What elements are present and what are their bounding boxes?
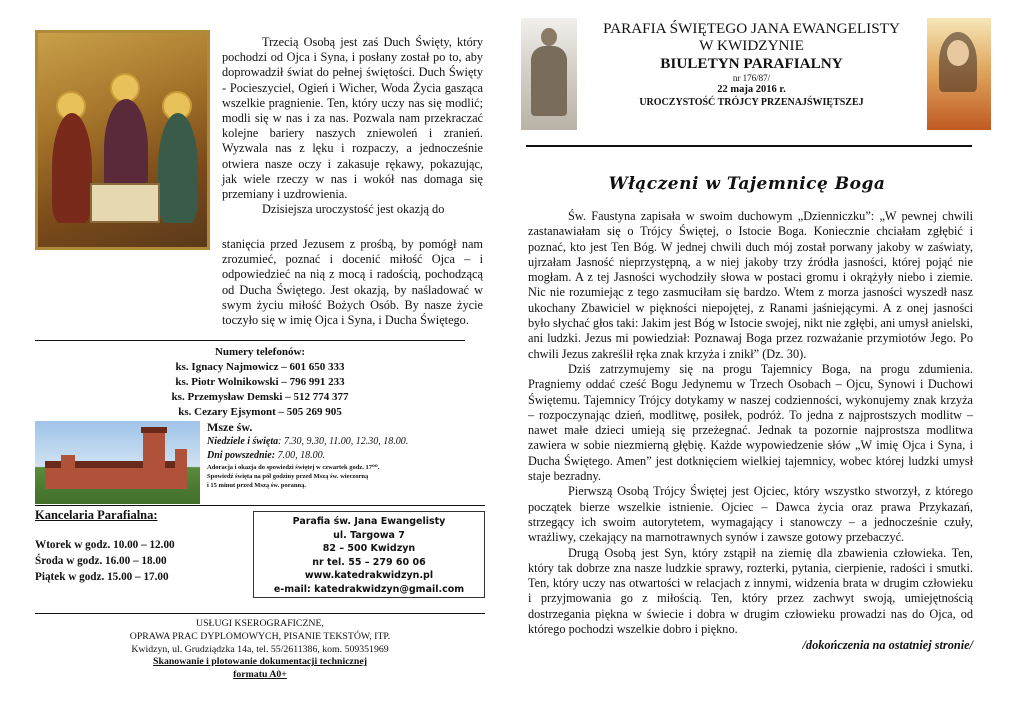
divider-2 — [35, 505, 485, 506]
article-paragraph: Pierwszą Osobą Trójcy Świętej jest Ojciec, który wszystko stworzył, z którego początek bierze wszelkie istnienie. Ojciec – Dawca życia oraz prawa Przykazań, strzegący ich swoim autorytetem, wymagający i stanowczy – a jednocześnie czuły, wrażliwy, czekający na marnotrawnych synów i zawsze gotowy przebaczyć. — [528, 484, 973, 545]
office-heading: Kancelaria Parafialna: — [35, 508, 158, 522]
bulletin-header — [575, 20, 928, 109]
email-link[interactable]: e-mail: katedrakwidzyn@gmail.com — [273, 583, 465, 595]
phones-heading: Numery telefonów: — [214, 346, 306, 358]
continuation-note: /dokończenia na ostatniej stronie/ — [802, 638, 973, 653]
header-divider — [526, 145, 972, 147]
mass-note: Adoracja i okazja do spowiedzi świętej w czwartek godz. 17⁰⁰. — [207, 464, 380, 471]
address-line: 82 – 500 Kwidzyn — [322, 543, 416, 554]
phone-item: ks. Przemysław Demski – 512 774 377 — [171, 391, 349, 403]
parish-name: PARAFIA ŚWIĘTEGO JANA EWANGELISTY — [603, 20, 900, 37]
parish-address-box — [253, 511, 485, 598]
services-line: USŁUGI KSEROGRAFICZNE, — [196, 618, 324, 629]
parish-office-hours — [35, 508, 235, 585]
trinity-icon-image — [35, 30, 210, 250]
sunday-label: Niedziele i święta — [207, 436, 279, 447]
address-line: nr tel. 55 – 279 60 06 — [312, 556, 426, 568]
intro-paragraph-2: stanięcia przed Jezusem z prośbą, by pomógł nam zrozumieć, poznać i docenić miłość Ojca – i odpowiedzieć na nią z mocą i radością, pochodzącą od Ducha Świętego. Jest okazją, by naśladować w swym życiu miłość Bożych Osób. By nasze życie toczyło się w imię Ojca i Syna, i Ducha Świętego. — [222, 237, 483, 328]
phone-numbers — [100, 345, 420, 420]
issue-number: nr 176/87/ — [732, 73, 771, 83]
office-hours-row: Wtorek w godz. 10.00 – 12.00 — [35, 539, 175, 551]
divider-1 — [35, 340, 465, 341]
castle-photo — [35, 421, 200, 504]
feast-name: UROCZYSTOŚĆ TRÓJCY PRZENAJŚWIĘTSZEJ — [639, 97, 864, 108]
article-body — [528, 209, 973, 654]
services-line: formatu A0+ — [233, 669, 287, 681]
services-line: Kwidzyn, ul. Grudziądzka 14a, tel. 55/2611386, kom. 509351969 — [131, 643, 389, 655]
article-title: Włączeni w Tajemnicę Boga — [608, 174, 886, 194]
office-hours-row: Środa w godz. 16.00 – 18.00 — [35, 555, 167, 567]
issue-date: 22 maja 2016 r. — [717, 84, 786, 95]
parish-city: W KWIDZYNIE — [699, 37, 804, 54]
weekday-times: 7.00, 18.00. — [275, 450, 326, 461]
weekday-label: Dni powszednie: — [207, 450, 276, 461]
address-line: ul. Targowa 7 — [333, 529, 405, 541]
intro-paragraph-1: Trzecią Osobą jest zaś Duch Święty, który pochodzi od Ojca i Syna, i posłany został po to, aby doprowadził świat do pełnej świętości. Duch Święty - Pocieszyciel, Ogień i Wicher, Woda Życia gasząca wszelkie pragnienie. Ten, który uczy nas się modlić; modli się w nas i za nas. Pozwala nam przekraczać kolejne bariery naszych zniewoleń i zranień. Wyzwala nas z lęku i rozpaczy, a jednocześnie otwiera nasze oczy i zakasuje rękawy, pokazując, jak wiele rzeczy w nas i wokół nas domaga się przemiany i uzdrowienia. Dzisiejsza uroczystość jest okazją do — [222, 35, 483, 217]
mass-note: Spowiedź święta na pół godziny przed Mszą św. wieczorną — [207, 473, 369, 480]
office-hours-row: Piątek w godz. 15.00 – 17.00 — [35, 571, 169, 583]
website-link[interactable]: www.katedrakwidzyn.pl — [304, 570, 434, 581]
article-paragraph: Dziś zatrzymujemy się na progu Tajemnicy Boga, na progu zdumienia. Pragniemy oddać cześć Bogu Jedynemu w Trzech Osobach – Ojcu, Synowi i Duchowi Świętemu. Tajemnicy Trójcy dotykamy w naszej codzienności, wykonujemy znak krzyża – rozpoczynając dzień, modlitwę, posiłek, podróż. To jedna z najprostszych modlitw – nawet małe dzieci umieją się przeżegnać. Jednak ta pozornie najprostsza modlitwa zawiera w sobie niezmierną głębię. Każde wypowiedzenie słów „W imię Ojca i Syna, i Ducha Świętego. Amen” jest dotknięciem wielkiej tajemnicy, wobec której ludzki umysł staje bezradny. — [528, 361, 973, 484]
article-paragraph: Drugą Osobą jest Syn, który zstąpił na ziemię dla zbawienia człowieka. Ten, który tak dobrze zna nasze ludzkie sprawy, rozterki, pytania, cierpienie, radości i smutki. Ten, który uczy nas otwartości w relacjach z innymi, widzenia brata w drugim człowieku i przyjmowania go z miłością. Ten, który przez zachwyt swoją, umiejętnością dostrzegania piękna w świecie i dobra w drugim człowieku prowadzi nas do Ojca, od którego pochodzi wszelkie dobro i piękno. — [528, 545, 973, 637]
phone-item: ks. Ignacy Najmowicz – 601 650 333 — [175, 361, 345, 373]
services-line: OPRAWA PRAC DYPLOMOWYCH, PISANIE TEKSTÓW, ITP. — [129, 630, 391, 642]
services-line: Skanowanie i plotowanie dokumentacji technicznej — [153, 656, 367, 668]
masses-heading: Msze św. — [207, 420, 253, 434]
copy-services-ad — [60, 618, 460, 682]
saint-faustina-image — [927, 18, 991, 130]
saint-john-statue-image — [521, 18, 577, 130]
bulletin-title: BIULETYN PARAFIALNY — [660, 55, 843, 72]
article-paragraph: Św. Faustyna zapisała w swoim duchowym „Dzienniczku”: „W pewnej chwili zastanawiałam się o Trójcy Świętej, o Istocie Boga. Koniecznie chciałam zgłębić i poznać, kto jest Ten Bóg. W jednej chwili duch mój został porwany jakoby w zaświaty, ujrzałam Jasność nieprzystępną, a w niej jakoby trzy źródła jasności, której pojąć nie mogłam. A z tej Jasności wychodziły słowa w postaci gromu i okrążyły niebo i ziemie. Nic nie rozumiejąc z tego zasmuciłam się bardzo. Wtem z morza jasności wyszedł nasz ukochany Zbawiciel w piękności niepojętej, z Ranami jaśniejącymi. A z onej jasności było słychać głos taki: Jakim jest Bóg w Istocie swojej, nikt nie zgłębi, ani umysł anielski, ani ludzki. Jezus mi powiedział: Poznawaj Boga przez rozważanie przymiotów Jego. Po chwili Jezus zakreślił ręka znak krzyża i znikł” (Dz. 30). — [528, 209, 973, 361]
phone-item: ks. Piotr Wolnikowski – 796 991 233 — [175, 376, 345, 388]
phone-item: ks. Cezary Ejsymont – 505 269 905 — [178, 406, 342, 418]
sunday-times: : 7.30, 9.30, 11.00, 12.30, 18.00. — [278, 436, 409, 447]
divider-3 — [35, 613, 485, 614]
mass-schedule — [207, 420, 487, 490]
address-line: Parafia św. Jana Ewangelisty — [292, 516, 446, 527]
mass-note: i 15 minut przed Mszą św. poranną. — [207, 482, 306, 489]
